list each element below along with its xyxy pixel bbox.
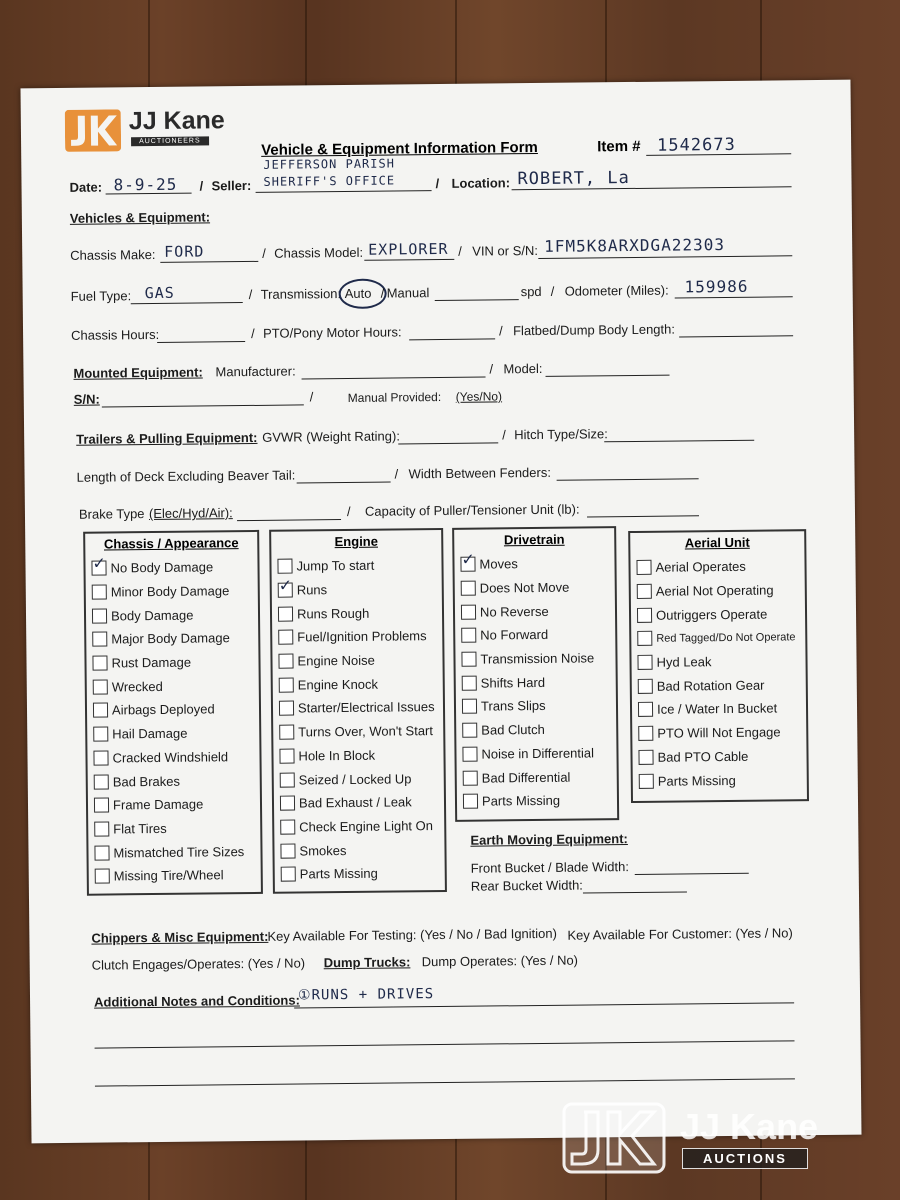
seller-value-line2[interactable]: SHERIFF'S OFFICE xyxy=(263,173,396,189)
transmission-label: Transmission: xyxy=(260,286,342,302)
engine-item-label: Bad Exhaust / Leak xyxy=(298,794,412,811)
engine-item-label: Fuel/Ignition Problems xyxy=(297,628,427,645)
aerial-item-row[interactable] xyxy=(632,720,806,746)
form-title: Vehicle & Equipment Information Form xyxy=(261,138,538,159)
fuel-type-label: Fuel Type: xyxy=(70,288,132,304)
chassis-model-label: Chassis Model: xyxy=(274,244,364,261)
key-customer-text[interactable]: Key Available For Customer: (Yes / No) xyxy=(567,925,793,943)
engine-item-row[interactable] xyxy=(273,719,443,744)
checked-checkbox[interactable] xyxy=(91,561,106,576)
aerial-item-label: Bad PTO Cable xyxy=(657,748,749,765)
drivetrain-item-label: Parts Missing xyxy=(481,792,561,809)
aerial-item-label: PTO Will Not Engage xyxy=(657,724,781,741)
chassis-appearance-box xyxy=(83,530,263,896)
drivetrain-item-label: Bad Clutch xyxy=(481,722,545,738)
checkbox[interactable] xyxy=(94,821,109,836)
drivetrain-item-label: Does Not Move xyxy=(479,579,570,596)
chassis-item-label: No Body Damage xyxy=(110,559,214,576)
engine-box xyxy=(269,528,447,894)
engine-item-label: Starter/Electrical Issues xyxy=(297,699,435,716)
form-paper: JJ Kane AUCTIONEERS Vehicle & Equipment Information Form Item # 1542673 Date: 8-9-25 / Seller: JEFFERSON PARISH SHERIFF'S OFFICE / Location: ROBERT, La Vehicles & Equipment: Chassis Make: FORD / Chassis Model: EXPLORER / VIN or S/N: 1FM5K8ARXDGA22303 Fuel Type: GAS / Transmission: Auto / Manual spd / Odometer (Miles): 159986 Chassis Hours: / PTO/Pony Motor Hours: / Flatbed/Dump Body Length: Mounted Equipment: Manufacturer: / Model: S/N: / Manual Provided: (Yes/No) Trailers & Pulling Equipment: GVWR (Weight Rating): / Hitch Type/Size: Length of Deck Excluding Beaver Tail: / Width Between Fenders: Brake Type (Elec/Hyd/Air): / Capacity of Puller/Tensioner Unit (lb): Chassis / Appearance ✓ No Body Damage Minor Body Damage Body Damage Major Body Damage Rust Damage Wrecked Airbags Deployed Hail Damage Cracked Windshield Bad Brakes Frame Damage Flat Tires Mismatched Tire Sizes Missing Tire/Wheel Engine Jump To start ✓ Runs Runs Rough Fuel/Ignition Problems Engine Noise Engine Knock Starter/Electrical Issues Turns Over, Won't Start Hole In Block Seized / Locked Up Bad Exhaust / Leak Check Engine Light On Smokes Parts Missing Drivetrain ✓ Moves Does Not Move No Reverse No Forward Transmission Noise Shifts Hard Trans Slips Bad Clutch Noise in Differential Bad Differential Parts Missing Aerial Unit Aerial Operates Aerial Not Operating Outriggers Operate Red Tagged/Do Not Operate Hyd Leak Bad Rotation Gear Ice / Water In Bucket PTO Will Not Engage Bad PTO Cable Parts Missing Earth Moving Equipment: Front Bucket / Blade Width: Rear Bucket Width: Chippers & Misc Equipment: Key Available For Testing: (Yes / No / Bad Ignition) Key Available For Customer: (Yes / No) Clutch Engages/Operates: (Yes / No) Dump Trucks: Dump Operates: (Yes / No) Additional Notes and Conditions: ①RUNS + DRIVES xyxy=(20,80,861,1144)
mounted-sn-label: S/N: xyxy=(73,391,100,407)
vin-value[interactable]: 1FM5K8ARXDGA22303 xyxy=(544,235,726,256)
fender-width-label: Width Between Fenders: xyxy=(408,464,551,482)
engine-item-label: Hole In Block xyxy=(298,747,376,764)
chassis-item-row[interactable] xyxy=(85,555,257,580)
checkbox[interactable] xyxy=(638,679,653,694)
aerial-item-row[interactable] xyxy=(632,696,806,722)
aerial-box-title: Aerial Unit xyxy=(684,534,750,551)
checkbox[interactable] xyxy=(461,652,476,667)
checkbox[interactable] xyxy=(638,702,653,717)
checkbox[interactable] xyxy=(279,701,294,716)
watermark-name: JJ Kane xyxy=(680,1106,819,1147)
chassis-item-label: Rust Damage xyxy=(111,654,192,671)
deck-length-label: Length of Deck Excluding Beaver Tail: xyxy=(76,467,296,485)
vehicles-heading: Vehicles & Equipment: xyxy=(69,209,211,226)
earth-moving-heading: Earth Moving Equipment: xyxy=(470,831,628,848)
gvwr-label: GVWR (Weight Rating): xyxy=(262,428,400,445)
chassis-item-row[interactable] xyxy=(86,602,258,627)
date-value[interactable]: 8-9-25 xyxy=(113,174,178,195)
chassis-hours-label: Chassis Hours: xyxy=(71,326,160,343)
watermark-subtitle: AUCTIONS xyxy=(682,1148,808,1169)
checkbox[interactable] xyxy=(280,819,295,834)
engine-item-label: Smokes xyxy=(299,842,347,859)
chassis-item-row[interactable] xyxy=(86,626,258,651)
checkbox[interactable] xyxy=(461,628,476,643)
checkbox[interactable] xyxy=(637,631,652,646)
engine-item-label: Parts Missing xyxy=(299,865,378,882)
engine-item-label: Check Engine Light On xyxy=(299,818,434,835)
checkbox[interactable] xyxy=(280,843,295,858)
item-number-value[interactable]: 1542673 xyxy=(657,134,736,156)
chassis-item-label: Bad Brakes xyxy=(112,773,181,789)
rear-bucket-label: Rear Bucket Width: xyxy=(470,877,583,894)
checkbox[interactable] xyxy=(92,585,107,600)
drivetrain-item-row[interactable] xyxy=(457,764,617,789)
aerial-item-label: Bad Rotation Gear xyxy=(656,677,765,694)
checkbox[interactable] xyxy=(638,726,653,741)
drivetrain-item-label: Shifts Hard xyxy=(480,674,546,691)
drivetrain-item-row[interactable] xyxy=(455,622,615,647)
chassis-item-label: Airbags Deployed xyxy=(111,701,215,718)
notes-heading: Additional Notes and Conditions: xyxy=(93,992,300,1010)
checkbox[interactable] xyxy=(463,770,478,785)
chassis-item-label: Mismatched Tire Sizes xyxy=(113,843,245,861)
checkbox[interactable] xyxy=(278,630,293,645)
aerial-item-label: Aerial Not Operating xyxy=(655,582,774,599)
chassis-item-label: Missing Tire/Wheel xyxy=(113,867,224,884)
chassis-item-row[interactable] xyxy=(87,721,259,746)
seller-label: Seller: xyxy=(211,177,252,194)
chippers-heading: Chippers & Misc Equipment: xyxy=(91,928,269,946)
seller-value-line1[interactable]: JEFFERSON PARISH xyxy=(263,156,395,172)
engine-item-label: Engine Noise xyxy=(297,652,375,669)
checkbox[interactable] xyxy=(94,798,109,813)
jj-kane-watermark-logo-icon xyxy=(562,1102,666,1174)
chassis-checklist xyxy=(85,555,260,888)
checkbox[interactable] xyxy=(92,656,107,671)
checked-checkbox[interactable] xyxy=(278,583,293,598)
aerial-item-row[interactable] xyxy=(631,625,805,651)
trailers-heading: Trailers & Pulling Equipment: xyxy=(76,429,258,447)
drivetrain-item-label: Moves xyxy=(479,556,518,572)
chassis-item-row[interactable] xyxy=(86,650,258,675)
aerial-item-label: Outriggers Operate xyxy=(655,606,768,623)
drivetrain-item-row[interactable] xyxy=(455,575,615,600)
drivetrain-item-label: Bad Differential xyxy=(481,769,571,786)
pto-hours-label: PTO/Pony Motor Hours: xyxy=(262,324,402,341)
chassis-item-label: Hail Damage xyxy=(112,725,188,742)
mounted-heading: Mounted Equipment: xyxy=(73,364,203,381)
engine-item-label: Runs Rough xyxy=(296,605,370,622)
chassis-item-row[interactable] xyxy=(87,673,259,698)
engine-item-row[interactable] xyxy=(271,553,441,578)
aerial-item-row[interactable] xyxy=(632,744,806,770)
brand-subtitle: AUCTIONEERS xyxy=(131,136,209,146)
drivetrain-item-row[interactable] xyxy=(455,599,615,624)
engine-item-row[interactable] xyxy=(274,766,444,791)
drivetrain-item-label: No Reverse xyxy=(479,603,549,620)
aerial-item-label: Ice / Water In Bucket xyxy=(656,700,778,718)
drivetrain-item-row[interactable] xyxy=(454,551,614,576)
chassis-item-row[interactable] xyxy=(87,744,259,769)
drivetrain-item-label: Transmission Noise xyxy=(480,650,595,667)
aerial-item-row[interactable] xyxy=(633,767,807,793)
notes-value[interactable]: ①RUNS + DRIVES xyxy=(297,986,435,1004)
drivetrain-item-row[interactable] xyxy=(455,646,615,671)
checkbox[interactable] xyxy=(461,581,476,596)
jj-kane-logo-icon xyxy=(65,109,121,152)
checkbox[interactable] xyxy=(462,746,477,761)
checkbox[interactable] xyxy=(94,774,109,789)
engine-item-row[interactable] xyxy=(273,695,443,720)
jj-kane-watermark xyxy=(562,1102,862,1174)
aerial-item-row[interactable] xyxy=(631,602,805,628)
drivetrain-box xyxy=(452,526,619,822)
location-label: Location: xyxy=(451,175,511,191)
chassis-item-label: Minor Body Damage xyxy=(110,583,230,600)
chassis-item-row[interactable] xyxy=(89,863,261,888)
dump-operates-text[interactable]: Dump Operates: (Yes / No) xyxy=(421,952,579,970)
drivetrain-box-title: Drivetrain xyxy=(503,531,565,548)
brand-name: JJ Kane xyxy=(128,106,225,136)
checkbox[interactable] xyxy=(93,727,108,742)
capacity-label: Capacity of Puller/Tensioner Unit (lb): xyxy=(364,501,580,519)
dump-trucks-heading: Dump Trucks: xyxy=(323,954,411,971)
drivetrain-item-label: No Forward xyxy=(480,627,549,643)
key-testing-text[interactable]: Key Available For Testing: (Yes / No / Bad Ignition) xyxy=(267,925,558,944)
odometer-value[interactable]: 159986 xyxy=(684,276,749,297)
checkbox[interactable] xyxy=(94,845,109,860)
checkbox[interactable] xyxy=(462,723,477,738)
checkbox[interactable] xyxy=(95,869,110,884)
engine-item-row[interactable] xyxy=(275,861,445,886)
checkbox[interactable] xyxy=(462,675,477,690)
drivetrain-item-row[interactable] xyxy=(456,693,616,718)
aerial-item-label: Red Tagged/Do Not Operate xyxy=(656,631,796,645)
checkbox[interactable] xyxy=(278,654,293,669)
clutch-text[interactable]: Clutch Engages/Operates: (Yes / No) xyxy=(91,955,306,973)
vin-label: VIN or S/N: xyxy=(472,242,539,259)
chassis-item-label: Major Body Damage xyxy=(111,630,230,647)
chassis-item-row[interactable] xyxy=(88,792,260,817)
drivetrain-item-row[interactable] xyxy=(456,741,616,766)
engine-item-label: Engine Knock xyxy=(297,676,379,693)
aerial-item-row[interactable] xyxy=(630,554,804,580)
chassis-item-label: Cracked Windshield xyxy=(112,749,229,766)
checkbox[interactable] xyxy=(277,559,292,574)
checkbox[interactable] xyxy=(278,606,293,621)
location-value[interactable]: ROBERT, La xyxy=(517,167,630,190)
engine-item-row[interactable] xyxy=(272,624,442,649)
chassis-item-row[interactable] xyxy=(87,697,259,722)
checkbox[interactable] xyxy=(637,584,652,599)
checkbox[interactable] xyxy=(93,703,108,718)
drivetrain-item-label: Noise in Differential xyxy=(481,745,595,762)
hitch-label: Hitch Type/Size: xyxy=(514,426,608,443)
engine-item-row[interactable] xyxy=(272,577,442,602)
engine-item-row[interactable] xyxy=(274,837,444,862)
drivetrain-item-row[interactable] xyxy=(456,717,616,742)
engine-item-row[interactable] xyxy=(272,600,442,625)
drivetrain-item-row[interactable] xyxy=(456,670,616,695)
engine-item-row[interactable] xyxy=(274,790,444,815)
transmission-manual-option[interactable]: Manual xyxy=(386,285,430,301)
checkbox[interactable] xyxy=(638,750,653,765)
checkbox[interactable] xyxy=(280,772,295,787)
checkbox[interactable] xyxy=(279,748,294,763)
brake-type-options[interactable]: (Elec/Hyd/Air): xyxy=(148,505,233,522)
drivetrain-item-label: Trans Slips xyxy=(480,698,546,715)
aerial-checklist xyxy=(630,554,806,793)
aerial-unit-box xyxy=(628,529,809,803)
chassis-box-title: Chassis / Appearance xyxy=(103,535,239,552)
engine-checklist xyxy=(271,553,444,886)
brake-type-label: Brake Type xyxy=(78,506,145,522)
engine-item-row[interactable] xyxy=(272,648,442,673)
fuel-type-value[interactable]: GAS xyxy=(144,283,175,303)
drivetrain-item-row[interactable] xyxy=(457,788,617,813)
transmission-auto-option[interactable]: Auto xyxy=(344,285,372,301)
chassis-item-label: Flat Tires xyxy=(113,820,167,837)
engine-box-title: Engine xyxy=(334,533,379,550)
aerial-item-row[interactable] xyxy=(631,578,805,604)
engine-item-row[interactable] xyxy=(274,814,444,839)
chassis-item-label: Wrecked xyxy=(111,678,163,695)
manual-provided-label: Manual Provided: xyxy=(347,389,442,405)
chassis-make-value[interactable]: FORD xyxy=(164,242,205,261)
chassis-make-label: Chassis Make: xyxy=(70,246,156,263)
checkbox[interactable] xyxy=(280,796,295,811)
date-label: Date: xyxy=(69,179,103,195)
engine-item-label: Turns Over, Won't Start xyxy=(298,723,434,740)
spd-label: spd xyxy=(520,283,542,300)
checkbox[interactable] xyxy=(461,604,476,619)
aerial-item-label: Hyd Leak xyxy=(656,654,712,670)
odometer-label: Odometer (Miles): xyxy=(564,282,669,299)
engine-item-label: Seized / Locked Up xyxy=(298,770,412,788)
chassis-model-value[interactable]: EXPLORER xyxy=(368,239,449,259)
checkbox[interactable] xyxy=(281,867,296,882)
checkbox[interactable] xyxy=(93,750,108,765)
engine-item-row[interactable] xyxy=(273,742,443,767)
aerial-item-label: Parts Missing xyxy=(657,772,736,789)
checkbox[interactable] xyxy=(93,679,108,694)
manufacturer-label: Manufacturer: xyxy=(215,363,296,380)
drivetrain-checklist xyxy=(454,551,617,813)
aerial-item-label: Aerial Operates xyxy=(655,559,746,576)
checkbox[interactable] xyxy=(637,608,652,623)
chassis-item-row[interactable] xyxy=(88,839,260,864)
aerial-item-row[interactable] xyxy=(632,673,806,699)
chassis-item-row[interactable] xyxy=(88,768,260,793)
aerial-item-row[interactable] xyxy=(631,649,805,675)
flatbed-length-label: Flatbed/Dump Body Length: xyxy=(512,321,676,339)
checked-checkbox[interactable] xyxy=(460,557,475,572)
chassis-item-row[interactable] xyxy=(88,815,260,840)
checkbox[interactable] xyxy=(639,773,654,788)
front-bucket-label: Front Bucket / Blade Width: xyxy=(470,859,629,876)
checkbox[interactable] xyxy=(92,632,107,647)
checkbox[interactable] xyxy=(92,608,107,623)
engine-item-label: Runs xyxy=(296,582,328,598)
mounted-model-label: Model: xyxy=(503,360,543,377)
checkbox[interactable] xyxy=(636,560,651,575)
checkbox[interactable] xyxy=(637,655,652,670)
chassis-item-row[interactable] xyxy=(86,579,258,604)
checkbox[interactable] xyxy=(279,725,294,740)
manual-provided-options[interactable]: (Yes/No) xyxy=(455,389,503,404)
engine-item-row[interactable] xyxy=(273,671,443,696)
chassis-item-label: Body Damage xyxy=(110,607,194,624)
checkbox[interactable] xyxy=(279,677,294,692)
checkbox[interactable] xyxy=(463,794,478,809)
chassis-item-label: Frame Damage xyxy=(112,796,204,813)
engine-item-label: Jump To start xyxy=(296,558,375,574)
item-number-label: Item # xyxy=(597,137,641,156)
checkbox[interactable] xyxy=(462,699,477,714)
